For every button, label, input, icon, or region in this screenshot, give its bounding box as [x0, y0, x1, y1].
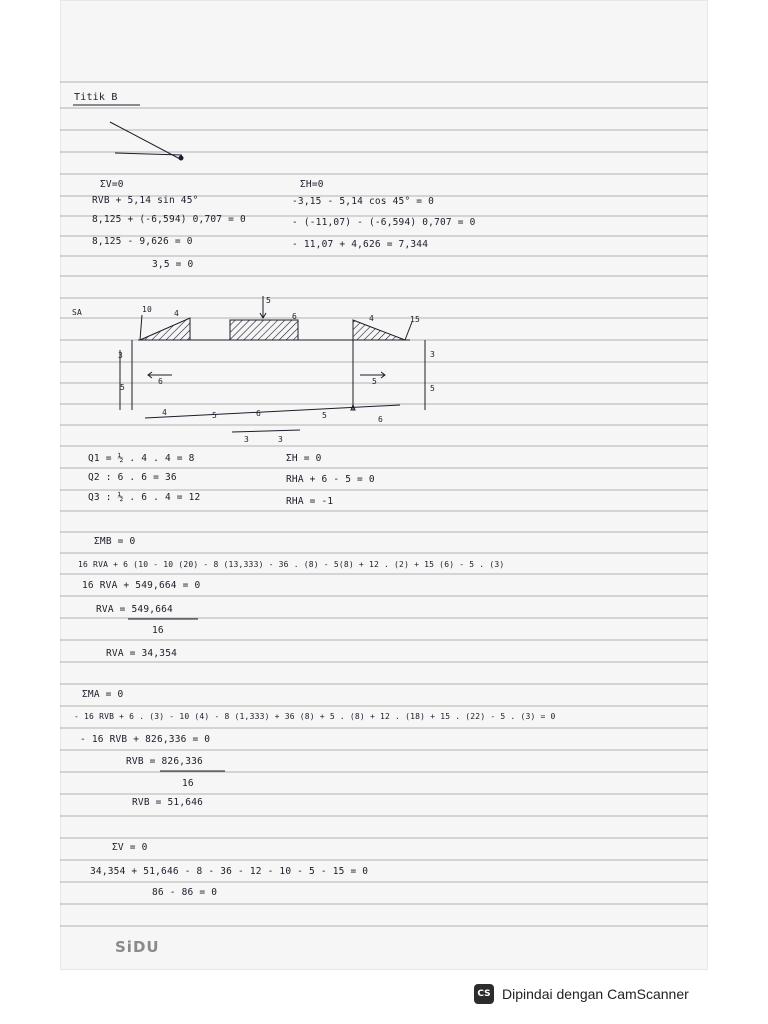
sum-v-label: ΣV=0: [100, 179, 124, 190]
v-line-1: RVB + 5,14 sin 45°: [92, 195, 199, 206]
load-6-mid-label: 6: [292, 312, 298, 321]
h-line-3: - 11,07 + 4,626 = 7,344: [292, 239, 429, 250]
mb-eq-3-den: 16: [152, 625, 164, 636]
camscanner-icon: CS: [474, 984, 494, 1004]
dim-6a: 6: [256, 409, 262, 418]
load-10-label: 10: [142, 305, 153, 314]
v-line-2: 8,125 + (-6,594) 0,707 = 0: [92, 214, 246, 225]
page-title: Titik B: [74, 92, 118, 103]
ma-eq-2: - 16 RVB + 826,336 = 0: [80, 734, 211, 745]
ma-eq-1: - 16 RVB + 6 . (3) - 10 (4) - 8 (1,333) + 36 (8) + 5 . (8) + 12 . (18) + 15 . (22) - 5 . (3) = 0: [74, 712, 556, 721]
check-v-label: ΣV = 0: [112, 842, 148, 853]
dim-5b: 5: [322, 411, 328, 420]
ma-eq-3: RVB = 826,336: [126, 756, 203, 767]
load-4-right-label: 4: [369, 314, 375, 323]
notebook-page: [60, 0, 708, 970]
h-line-1: -3,15 - 5,14 cos 45° = 0: [292, 196, 435, 207]
dim-4: 4: [162, 408, 168, 417]
q1-eq: Q1 = ½ . 4 . 4 = 8: [88, 453, 195, 464]
ma-eq-3-den: 16: [182, 778, 194, 789]
sum-h-eq: ΣH = 0: [286, 453, 322, 464]
dim-6b: 6: [378, 415, 384, 424]
load-15-label: 15: [410, 315, 421, 324]
mb-eq-1: 16 RVA + 6 (10 - 10 (20) - 8 (13,333) - 36 . (8) - 5(8) + 12 . (2) + 15 (6) - 5 . (3): [78, 560, 505, 569]
ma-eq-4: RVB = 51,646: [132, 797, 204, 808]
mb-eq-4: RVA = 34,354: [106, 648, 178, 659]
h-line-2: - (-11,07) - (-6,594) 0,707 = 0: [292, 217, 476, 228]
sum-h-label: ΣH=0: [300, 179, 324, 190]
mb-label: ΣMB = 0: [94, 536, 136, 547]
rha-val: RHA = -1: [286, 496, 334, 507]
label-sa: SA: [72, 308, 83, 317]
ma-fraction-bar: [60, 0, 708, 970]
rha-eq: RHA + 6 - 5 = 0: [286, 474, 375, 485]
right-dim-3: 3: [430, 350, 436, 359]
check-v-eq-2: 86 - 86 = 0: [152, 887, 218, 898]
ma-label: ΣMA = 0: [82, 689, 124, 700]
right-dim-5: 5: [430, 384, 436, 393]
dim-3a: 3: [244, 435, 250, 444]
v-line-3: 8,125 - 9,626 = 0: [92, 236, 193, 247]
mb-eq-2: 16 RVA + 549,664 = 0: [82, 580, 201, 591]
check-v-eq-1: 34,354 + 51,646 - 8 - 36 - 12 - 10 - 5 - 15 = 0: [90, 866, 369, 877]
dim-5a: 5: [212, 411, 218, 420]
arrow-6-label: 6: [158, 377, 164, 386]
load-4-left-label: 4: [174, 309, 180, 318]
q3-eq: Q3 : ½ . 6 . 4 = 12: [88, 492, 201, 503]
arrow-5-label: 5: [372, 377, 378, 386]
left-dim-3: 3: [118, 351, 124, 360]
camscanner-watermark: [474, 984, 689, 1004]
notebook-logo: SiDU: [115, 938, 160, 956]
left-dim-5: 5: [120, 383, 126, 392]
q2-eq: Q2 : 6 . 6 = 36: [88, 472, 177, 483]
camscanner-text: Dipindai dengan CamScanner: [502, 986, 689, 1002]
load-5-top-label: 5: [266, 296, 272, 305]
v-line-4: 3,5 = 0: [152, 259, 194, 270]
dim-3b: 3: [278, 435, 284, 444]
mb-eq-3: RVA = 549,664: [96, 604, 173, 615]
